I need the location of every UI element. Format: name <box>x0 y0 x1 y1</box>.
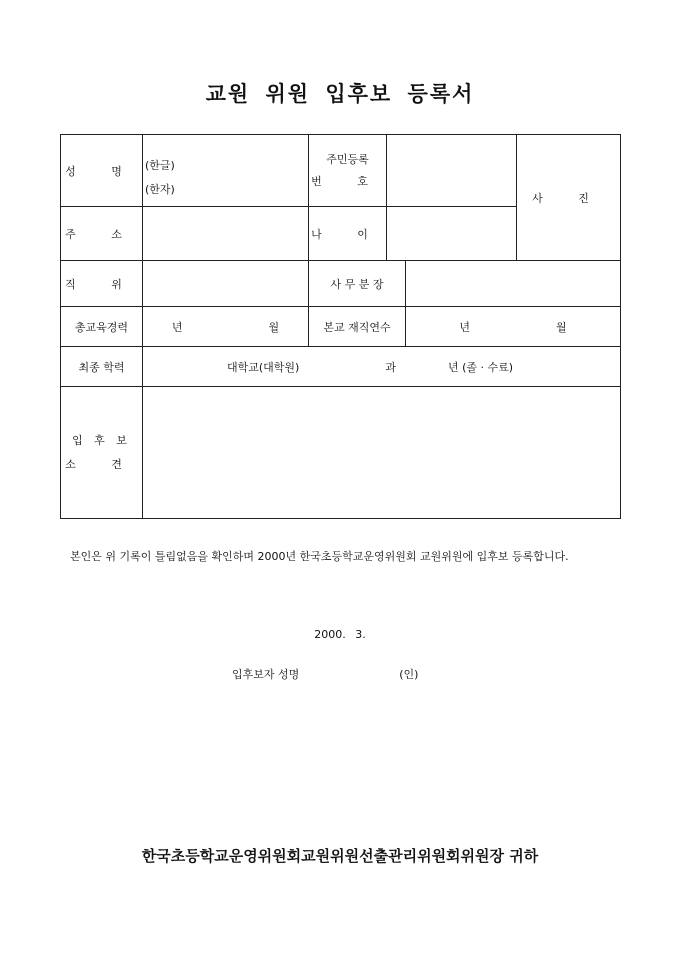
career-month-unit: 월 <box>268 320 280 334</box>
age-label: 나 이 <box>309 207 387 261</box>
tenure-month-unit: 월 <box>556 320 567 334</box>
rrn-label-line1: 주민등록 <box>326 152 369 166</box>
opinion-label <box>61 387 143 519</box>
education-field[interactable] <box>143 347 621 387</box>
tenure-field[interactable] <box>406 307 621 347</box>
opinion-label-line1: 입 후 보 <box>72 433 131 447</box>
name-hangul-label: (한글) <box>145 158 175 172</box>
seal-mark: (인) <box>399 668 419 681</box>
rrn-label <box>309 135 387 207</box>
opinion-label-line2: 소 견 <box>65 457 138 471</box>
duties-label: 사 무 분 장 <box>309 261 406 307</box>
position-label: 직 위 <box>61 261 143 307</box>
education-status: 년 (졸 · 수료) <box>447 360 514 374</box>
address-field[interactable] <box>143 207 309 261</box>
address-label: 주 소 <box>61 207 143 261</box>
career-field[interactable] <box>143 307 309 347</box>
education-university: 대학교(대학원) <box>227 360 300 374</box>
career-label: 총교육경력 <box>61 307 143 347</box>
rrn-label-line2: 번 호 <box>311 174 384 188</box>
declaration-statement <box>60 545 622 569</box>
tenure-year-unit: 년 <box>459 320 470 334</box>
document-title: 교원 위원 입후보 등록서 <box>205 81 475 106</box>
education-department: 과 <box>385 360 396 374</box>
signature-line <box>232 666 418 682</box>
signature-label: 입후보자 성명 <box>232 668 300 681</box>
registration-form-table <box>60 134 621 519</box>
age-field[interactable] <box>387 207 517 261</box>
position-field[interactable] <box>143 261 309 307</box>
name-field[interactable] <box>143 135 309 207</box>
career-year-unit: 년 <box>171 320 183 334</box>
date-line: 2000. 3. <box>314 628 366 641</box>
duties-field[interactable] <box>406 261 621 307</box>
addressee: 한국초등학교운영위원회교원위원선출관리위원회위원장 귀하 <box>141 847 539 865</box>
opinion-field[interactable] <box>143 387 621 519</box>
education-label: 최종 학력 <box>61 347 143 387</box>
rrn-field[interactable] <box>387 135 517 207</box>
name-label: 성 명 <box>61 135 143 207</box>
photo-box: 사 진 <box>517 135 621 261</box>
name-hanja-label: (한자) <box>145 182 175 196</box>
tenure-label: 본교 재직연수 <box>309 307 406 347</box>
declaration-text: 본인은 위 기록이 틀림없음을 확인하며 2000년 한국초등학교운영위원회 교원위원에 입후보 등록합니다. <box>70 550 569 563</box>
